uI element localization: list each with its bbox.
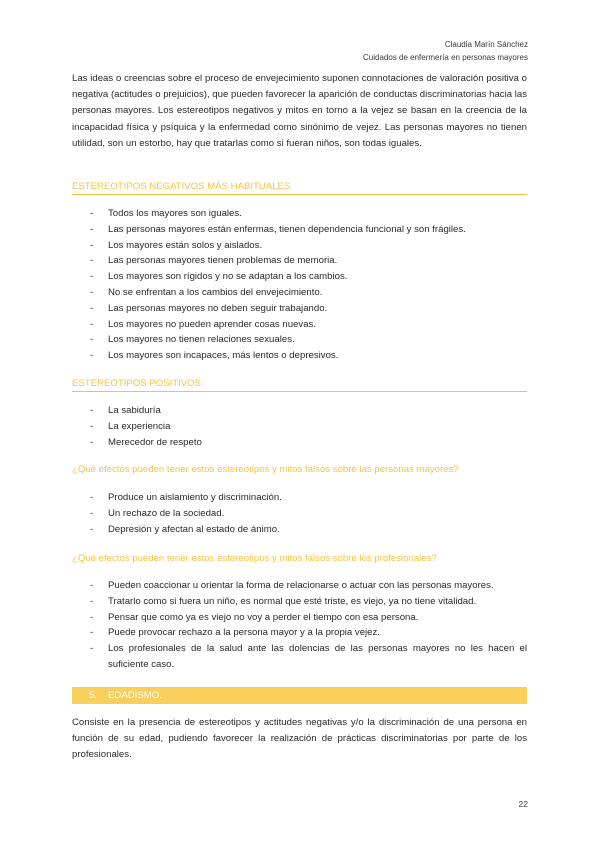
list-item-text: Los mayores son rígidos y no se adaptan a los cambios.	[108, 271, 348, 283]
bullet-dash: -	[90, 523, 94, 535]
list-item-text: Los profesionales de la salud ante las dolencias de las personas mayores no les hacen el suficiente caso.	[108, 643, 527, 670]
bullet-dash: -	[90, 507, 94, 519]
list-item	[72, 522, 527, 538]
list-item	[72, 419, 527, 435]
bullet-dash: -	[90, 405, 94, 416]
header-author: Claudia Marín Sánchez	[444, 40, 528, 49]
list-item-text: Los mayores no pueden aprender cosas nuevas.	[108, 318, 316, 330]
list-item	[72, 253, 527, 269]
list-item	[72, 348, 527, 364]
page-header	[363, 38, 528, 64]
effects-elderly-question: ¿Qué efectos pueden tener estos estereotipos y mitos falsos sobre las personas mayores?	[72, 464, 459, 475]
list-item	[72, 269, 527, 285]
positive-stereotypes-heading: ESTEREOTIPOS POSITIVOS	[72, 377, 527, 392]
list-item	[72, 403, 527, 419]
list-item-text: Pensar que como ya es viejo no voy a perder el tiempo con esa persona.	[108, 611, 419, 623]
list-item-text: Los mayores no tienen relaciones sexuales.	[108, 334, 295, 346]
list-item	[72, 206, 527, 222]
negative-stereotypes-heading: ESTEREOTIPOS NEGATIVOS MÁS HABITUALES	[72, 180, 527, 195]
page-number: 22	[518, 799, 528, 809]
list-item-text: Produce un aislamiento y discriminación.	[108, 492, 282, 503]
list-item-text: La sabiduría	[108, 405, 161, 416]
bullet-dash: -	[90, 492, 94, 503]
positive-stereotypes-list	[72, 403, 527, 450]
list-item-text: Un rechazo de la sociedad.	[108, 507, 225, 519]
list-item	[72, 332, 527, 348]
bullet-dash: -	[90, 643, 94, 655]
list-item	[72, 317, 527, 333]
bullet-dash: -	[90, 271, 94, 283]
list-item-text: Depresión y afectan al estado de ánimo.	[108, 523, 280, 535]
list-item-text: Los mayores están solos y aislados.	[108, 239, 263, 251]
bullet-dash: -	[90, 436, 94, 448]
list-item-text: No se enfrentan a los cambios del envejecimiento.	[108, 286, 323, 298]
section-5-number: 5.	[89, 690, 98, 701]
list-item	[72, 238, 527, 254]
list-item	[72, 435, 527, 451]
list-item-text: Las personas mayores tienen problemas de memoria.	[108, 255, 338, 267]
list-item-text: Merecedor de respeto	[108, 436, 202, 448]
bullet-dash: -	[90, 286, 94, 298]
list-item-text: Las personas mayores están enfermas, tienen dependencia funcional y son frágiles.	[108, 223, 466, 235]
list-item-text: Tratarlo como si fuera un niño, es normal que esté triste, es viejo, ya no tiene vitalidad.	[108, 595, 477, 607]
negative-stereotypes-list	[72, 206, 527, 364]
bullet-dash: -	[90, 420, 94, 432]
list-item-text: Los mayores son incapaces, más lentos o depresivos.	[108, 350, 339, 362]
bullet-dash: -	[90, 627, 94, 639]
effects-professionals-question: ¿Qué efectos pueden tener estos estereotipos y mitos falsos sobre los profesionales?	[72, 553, 437, 564]
section-5-band	[72, 687, 527, 704]
section-5-title: EDADISMO.	[108, 690, 162, 701]
list-item-text: Pueden coaccionar u orientar la forma de relacionarse o actuar con las personas mayores.	[108, 580, 494, 591]
effects-professionals-list	[72, 578, 527, 673]
list-item	[72, 625, 527, 641]
list-item	[72, 641, 527, 673]
list-item	[72, 222, 527, 238]
bullet-dash: -	[90, 208, 94, 219]
bullet-dash: -	[90, 595, 94, 607]
intro-paragraph: Las ideas o creencias sobre el proceso de envejecimiento suponen connotaciones de valoración positiva o negativa (actitudes o prejuicios), que pueden favorecer la aparición de conductas discriminatorias hacia las personas mayores. Los estereotipos negativos y mitos en torno a la vejez se basan en la creencia de la incapacidad física y psíquica y la enfermedad como sinónimo de vejez. Las personas mayores no tienen utilidad, son un estorbo, hay que tratarlas como si fueran niños, son todas iguales.	[72, 73, 527, 149]
bullet-dash: -	[90, 223, 94, 235]
list-item	[72, 285, 527, 301]
bullet-dash: -	[90, 334, 94, 346]
list-item	[72, 490, 527, 506]
bullet-dash: -	[90, 580, 94, 591]
list-item	[72, 594, 527, 610]
list-item	[72, 610, 527, 626]
bullet-dash: -	[90, 302, 94, 314]
list-item-text: Puede provocar rechazo a la persona mayor y a la propia vejez.	[108, 627, 380, 639]
list-item-text: Las personas mayores no deben seguir trabajando.	[108, 302, 328, 314]
bullet-dash: -	[90, 255, 94, 267]
list-item-text: Todos los mayores son iguales.	[108, 208, 242, 219]
bullet-dash: -	[90, 239, 94, 251]
edadismo-paragraph: Consiste en la presencia de estereotipos y actitudes negativas y/o la discriminación de una persona en función de su edad, pudiendo favorecer la realización de prácticas discriminatorias por parte de los profesionales.	[72, 717, 527, 761]
list-item	[72, 506, 527, 522]
list-item	[72, 578, 527, 594]
bullet-dash: -	[90, 611, 94, 623]
list-item	[72, 301, 527, 317]
list-item-text: La experiencia	[108, 420, 171, 432]
header-course: Cuidados de enfermería en personas mayores	[363, 53, 528, 62]
bullet-dash: -	[90, 318, 94, 330]
effects-elderly-list	[72, 490, 527, 537]
bullet-dash: -	[90, 350, 94, 362]
